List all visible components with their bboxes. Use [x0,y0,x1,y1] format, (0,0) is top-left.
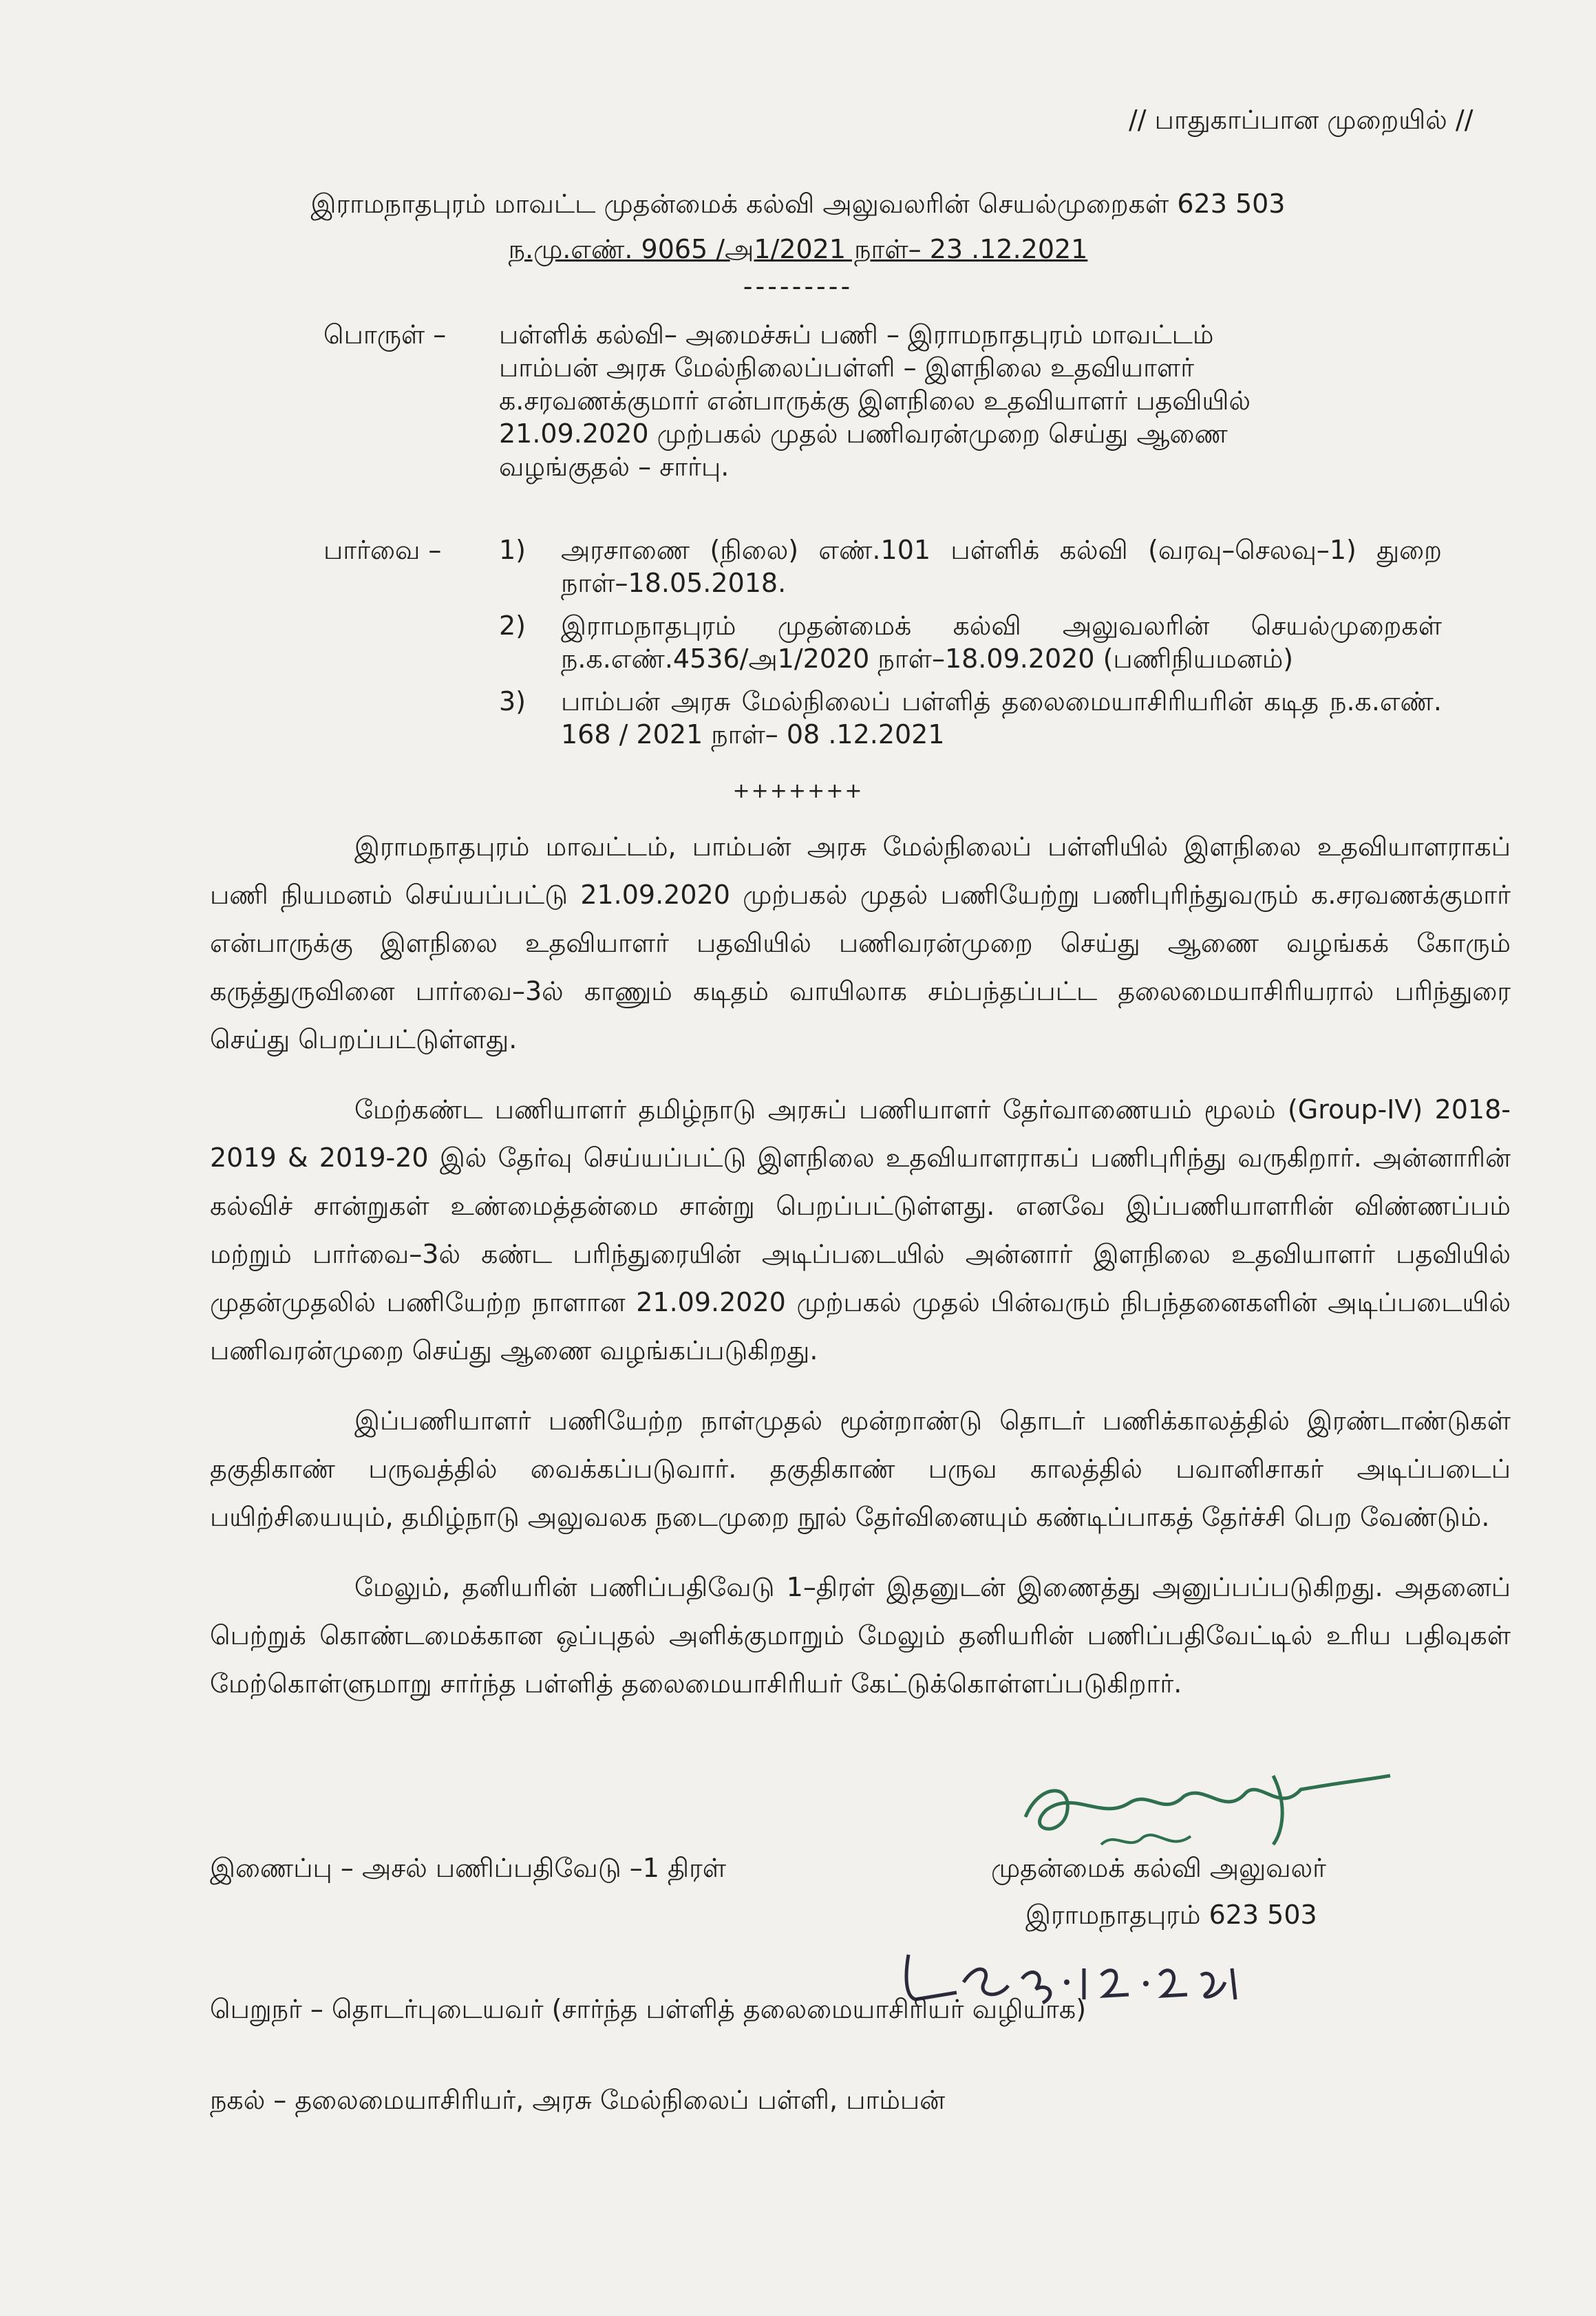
signatory-designation: முதன்மைக் கல்வி அலுவலர் [991,1853,1327,1883]
office-heading: இராமநாதபுரம் மாவட்ட முதன்மைக் கல்வி அலுவலரின் செயல்முறைகள் 623 503 [310,189,1286,219]
subject-line: பள்ளிக் கல்வி– அமைச்சுப் பணி – இராமநாதபுரம் மாவட்டம் [499,319,1214,350]
signatory-place: இராமநாதபுரம் 623 503 [1025,1900,1317,1930]
references-separator: +++++++ [732,779,864,803]
confidential-mark: // பாதுகாப்பான முறையில் // [1129,105,1473,135]
reference-text: அரசாணை (நிலை) எண்.101 பள்ளிக் கல்வி (வரவு–செலவு–1) துறை நாள்–18.05.2018. [561,535,1442,598]
subject-line: பாம்பன் அரசு மேல்நிலைப்பள்ளி – இளநிலை உதவியாளர் [499,352,1195,383]
body-paragraph: மேற்கண்ட பணியாளர் தமிழ்நாடு அரசுப் பணியாளர் தேர்வாணையம் மூலம் (Group-IV) 2018-2019 & 2019-20 இல் தேர்வு செய்யப்பட்டு இளநிலை உதவியாளராகப் பணிபுரிந்து வருகிறார். அன்னாரின் கல்விச் சான்றுகள் உண்மைத்தன்மை சான்று பெறப்பட்டுள்ளது. எனவே இப்பணியாளரின் விண்ணப்பம் மற்றும் பார்வை–3ல் கண்ட பரிந்துரையின் அடிப்படையில் அன்னார் இளநிலை உதவியாளர் பதவியில் முதன்முதலில் பணியேற்ற நாளான 21.09.2020 முற்பகல் முதல் பின்வரும் நிபந்தனைகளின் அடிப்படையில் பணிவரன்முறை செய்து ஆணை வழங்கப்படுகிறது. [210,1094,1511,1366]
letter-body [210,822,1511,1730]
reference-number: ந.மு.எண். 9065 /அ1/2021 நாள்– 23 .12.2021 [508,234,1088,264]
reference-text: இராமநாதபுரம் முதன்மைக் கல்வி அலுவலரின் செயல்முறைகள் ந.க.எண்.4536/அ1/2020 நாள்–18.09.2020 (பணிநியமனம்) [561,610,1442,674]
references-list [499,533,1442,761]
subject-label: பொருள் – [323,319,447,350]
subject-line: 21.09.2020 முற்பகல் முதல் பணிவரன்முறை செய்து ஆணை [499,418,1228,449]
reference-number-label: 1) [499,535,526,565]
reference-number-label: 3) [499,686,526,716]
reference-item [499,685,1442,751]
subject-line: க.சரவணக்குமார் என்பாருக்கு இளநிலை உதவியாளர் பதவியில் [499,385,1251,416]
body-paragraph: மேலும், தனியரின் பணிப்பதிவேடு 1–திரள் இதனுடன் இணைத்து அனுப்பப்படுகிறது. அதனைப் பெற்றுக் கொண்டமைக்கான ஒப்புதல் அளிக்குமாறும் மேலும் தனியரின் பணிப்பதிவேட்டில் உரிய பதிவுகள் மேற்கொள்ளுமாறு சார்ந்த பள்ளித் தலைமையாசிரியர் கேட்டுக்கொள்ளப்படுகிறார். [210,1572,1511,1699]
body-paragraph: இராமநாதபுரம் மாவட்டம், பாம்பன் அரசு மேல்நிலைப் பள்ளியில் இளநிலை உதவியாளராகப் பணி நியமனம் செய்யப்பட்டு 21.09.2020 முற்பகல் முதல் பணியேற்று பணிபுரிந்துவரும் க.சரவணக்குமார் என்பாருக்கு இளநிலை உதவியாளர் பதவியில் பணிவரன்முறை செய்து ஆணை வழங்கக் கோரும் கருத்துருவினை பார்வை–3ல் காணும் கடிதம் வாயிலாக சம்பந்தப்பட்ட தலைமையாசிரியரால் பரிந்துரை செய்து பெறப்பட்டுள்ளது. [210,831,1511,1054]
reference-number-label: 2) [499,610,526,641]
header-separator: --------- [743,271,853,301]
handwritten-signature [998,1755,1411,1865]
reference-item [499,609,1442,675]
references-label: பார்வை – [323,535,442,565]
recipient-line: பெறுநர் – தொடர்புடையவர் (சார்ந்த பள்ளித் தலைமையாசிரியர் வழியாக) [210,1994,1087,2024]
subject-line: வழங்குதல் – சார்பு. [499,451,730,482]
body-paragraph: இப்பணியாளர் பணியேற்ற நாள்முதல் மூன்றாண்டு தொடர் பணிக்காலத்தில் இரண்டாண்டுகள் தகுதிகாண் பருவத்தில் வைக்கப்படுவார். தகுதிகாண் பருவ காலத்தில் பவானிசாகர் அடிப்படைப் பயிற்சியையும், தமிழ்நாடு அலுவலக நடைமுறை நூல் தேர்வினையும் கண்டிப்பாகத் தேர்ச்சி பெற வேண்டும். [210,1405,1511,1532]
reference-item [499,533,1442,599]
enclosure-line: இணைப்பு – அசல் பணிப்பதிவேடு –1 திரள் [210,1853,727,1883]
reference-text: பாம்பன் அரசு மேல்நிலைப் பள்ளித் தலைமையாசிரியரின் கடித ந.க.எண். 168 / 2021 நாள்– 08 .12.2021 [561,686,1442,750]
subject-block [499,318,1442,483]
copy-to-line: நகல் – தலைமையாசிரியர், அரசு மேல்நிலைப் பள்ளி, பாம்பன் [210,2085,946,2115]
